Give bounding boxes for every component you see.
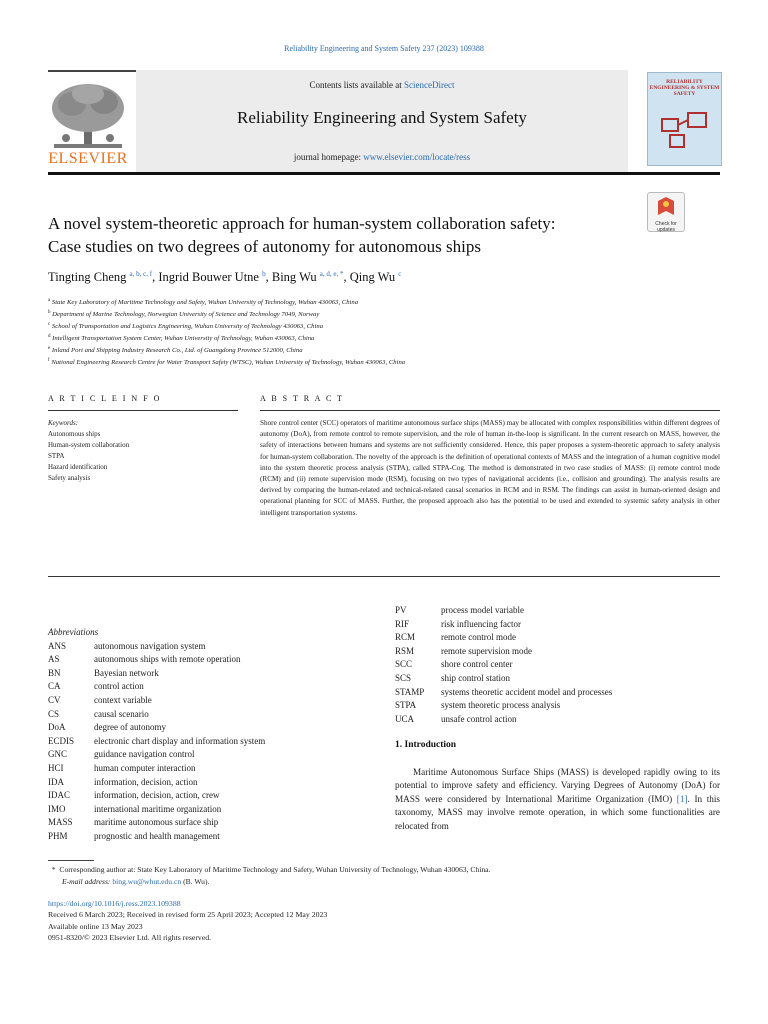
abbreviations-heading: Abbreviations (48, 627, 99, 637)
abbreviation-row: BN Bayesian network (48, 667, 159, 678)
author-affiliation-marks[interactable]: c (398, 270, 402, 278)
author-name[interactable]: Qing Wu (349, 270, 396, 285)
abbreviation-row: RSM remote supervision mode (395, 645, 532, 656)
article-info-heading: A R T I C L E I N F O (48, 394, 162, 403)
author-name[interactable]: Bing Wu (271, 270, 317, 285)
keyword-item: Hazard identification (48, 463, 108, 471)
copyright-line: 0951-8320/© 2023 Elsevier Ltd. All rights reserved. (48, 933, 212, 943)
received-dates: Received 6 March 2023; Received in revised form 25 April 2023; Accepted 12 May 2023 (48, 910, 328, 920)
article-info-rule (48, 410, 238, 411)
author-name[interactable]: Ingrid Bouwer Utne (158, 270, 259, 285)
introduction-heading: 1. Introduction (395, 740, 457, 750)
abbreviation-row: ECDIS electronic chart display and information system (48, 735, 266, 746)
keyword-item: Safety analysis (48, 474, 91, 482)
cover-artwork-icon (648, 73, 721, 165)
author-list: Tingting Cheng $^{a, b, c, f}$, Ingrid Bouwer Utne $^b$, Bing Wu $^{a, d, e, *}$, Qing Wu $^c$ (48, 270, 402, 285)
abbreviation-row: HCI human computer interaction (48, 762, 196, 773)
footnote-rule (48, 860, 94, 861)
journal-homepage-link[interactable]: www.elsevier.com/locate/ress (363, 152, 471, 162)
corresponding-author-footnote: * Corresponding author at: State Key Laboratory of Maritime Technology and Safety, Wuhan University of Technology, Wuhan 430063, China. E-mail address: bing.wu@whut.edu.cn (B. Wu). (51, 865, 491, 886)
abbreviations-left (48, 626, 348, 844)
sciencedirect-link[interactable]: ScienceDirect (404, 80, 455, 90)
author-affiliation-marks[interactable]: b (262, 270, 266, 278)
cover-title: RELIABILITY ENGINEERING & SYSTEM SAFETY (649, 79, 720, 97)
abbreviation-row: STPA system theoretic process analysis (395, 700, 561, 711)
abbreviation-row: ANS autonomous navigation system (48, 640, 206, 651)
abbreviation-row: GNC guidance navigation control (48, 749, 195, 760)
abbreviation-row: RCM remote control mode (395, 632, 516, 643)
affiliation-item: $^b$ Department of Marine Technology, Norwegian University of Science and Technology 7049, Norway (48, 310, 320, 319)
author-affiliation-marks[interactable]: a, d, e, * (319, 270, 344, 278)
abbreviation-row: RIF risk influencing factor (395, 618, 521, 629)
abbreviation-row: PHM prognostic and health management (48, 830, 220, 841)
abbreviations-right (395, 604, 725, 726)
check-for-updates-button[interactable] (647, 192, 685, 232)
author-email-link[interactable]: bing.wu@whut.edu.cn (112, 877, 182, 886)
keyword-item: Human-system collaboration (48, 441, 130, 449)
doi-link[interactable]: https://doi.org/10.1016/j.ress.2023.109388 (48, 899, 181, 908)
abbreviation-row: PV process model variable (395, 605, 524, 615)
journal-title: Reliability Engineering and System Safety (237, 108, 527, 127)
affiliation-item: $^e$ Inland Port and Shipping Industry Research Co., Ltd. of Guangdong Province 512000, China (48, 346, 303, 355)
abstract-heading: A B S T R A C T (260, 394, 345, 403)
check-updates-label: Check for updates (655, 221, 677, 233)
affiliation-list (48, 296, 708, 368)
affiliation-item: $^c$ School of Transportation and Logistics Engineering, Wuhan University of Technology 430063, China (48, 322, 324, 331)
journal-homepage: journal homepage: www.elsevier.com/locate/ress (293, 152, 471, 162)
keyword-item: STPA (48, 452, 65, 460)
affiliation-item: $^a$ State Key Laboratory of Maritime Technology and Safety, Wuhan University of Technology, Wuhan 430063, China (48, 298, 359, 307)
author-name[interactable]: Tingting Cheng (48, 270, 127, 285)
affiliation-item: $^f$ National Engineering Research Centre for Water Transport Safety (WTSC), Wuhan University of Technology, Wuhan 430063, China (48, 358, 406, 367)
masthead-bottom-rule (48, 172, 720, 175)
abbreviation-row: IMO international maritime organization (48, 803, 222, 814)
abstract-text: Shore control center (SCC) operators of maritime autonomous surface ships (MASS) may be allocated with complex responsibilities within different degrees of autonomy (DoA), from remote control to remote supervision, and the role of human in-the-loop is significant. In the current research on MASS, however, the safety of interactions between humans and systems are not sufficiently considered. Hence, this paper proposes a system-theoretic approach to safety analysis for human-system collaboration. The novelty of the approach is the definition of operational contexts of MASS and the integration of a human cognitive model into the system theoretic process analysis (STPA), called STPA-Cog. The method is demonstrated in two case studies of MASS: (i) remote control mode (RCM) and (ii) remote supervision mode (RSM), focusing on two types of navigational accidents (i.e., collision and grounding). The analysis results are derived by comparing the human-related and technical-related causal scenarios in RCM and in RSM. The findings can assist in human-oriented design and operational planning for SCC of MASS. Further, the proposed approach also has the potential to be used and extended to systemic safety analysis in other intelligent transportation systems. (260, 419, 720, 517)
abbreviation-row: IDA information, decision, action (48, 776, 198, 787)
elsevier-wordmark: ELSEVIER (48, 150, 128, 167)
abbreviation-row: UCA unsafe control action (395, 713, 517, 724)
contents-line: Contents lists available at ScienceDirect (309, 80, 455, 90)
email-label: E-mail address: (62, 877, 111, 886)
author-affiliation-marks[interactable]: a, b, c, f (129, 270, 153, 278)
abbreviation-row: DoA degree of autonomy (48, 722, 166, 733)
abbreviation-row: CS causal scenario (48, 708, 149, 719)
keyword-item: Autonomous ships (48, 430, 101, 438)
abbreviation-row: MASS maritime autonomous surface ship (48, 817, 219, 828)
running-head[interactable]: Reliability Engineering and System Safety 237 (2023) 109388 (284, 44, 484, 53)
check-updates-icon (656, 195, 676, 217)
reference-link[interactable]: [1] (676, 793, 688, 804)
abbreviation-row: CA control action (48, 681, 144, 692)
journal-cover-thumbnail[interactable] (647, 72, 722, 166)
abbreviation-row: AS autonomous ships with remote operation (48, 654, 241, 665)
online-date: Available online 13 May 2023 (48, 921, 143, 931)
affiliation-item: $^d$ Intelligent Transportation System Center, Wuhan University of Technology, Wuhan 430063, China (48, 334, 315, 343)
abstract-bottom-rule (48, 576, 720, 577)
keywords-label: Keywords: (48, 419, 79, 427)
abbreviation-row: STAMP systems theoretic accident model and processes (395, 686, 613, 697)
paper-title: A novel system-theoretic approach for human-system collaboration safety: Case studies on two degrees of autonomy for autonomous ships (48, 214, 556, 256)
abbreviation-row: CV context variable (48, 694, 152, 705)
abbreviation-row: SCS ship control station (395, 672, 510, 683)
abbreviation-row: SCC shore control center (395, 659, 513, 670)
abbreviation-row: IDAC information, decision, action, crew (48, 790, 220, 801)
abstract-rule (260, 410, 720, 411)
publication-info (48, 898, 728, 944)
keywords-block (48, 418, 238, 484)
introduction-text: Maritime Autonomous Surface Ships (MASS) is developed rapidly owing to its potential to improve safety and efficiency. Varying Degrees of Autonomy (DoA) for MASS were considered by International Maritime Organization (IMO) [1]. In this taxonomy, MASS may involve remote operation, in which some functionalities are relocated from (395, 767, 720, 831)
